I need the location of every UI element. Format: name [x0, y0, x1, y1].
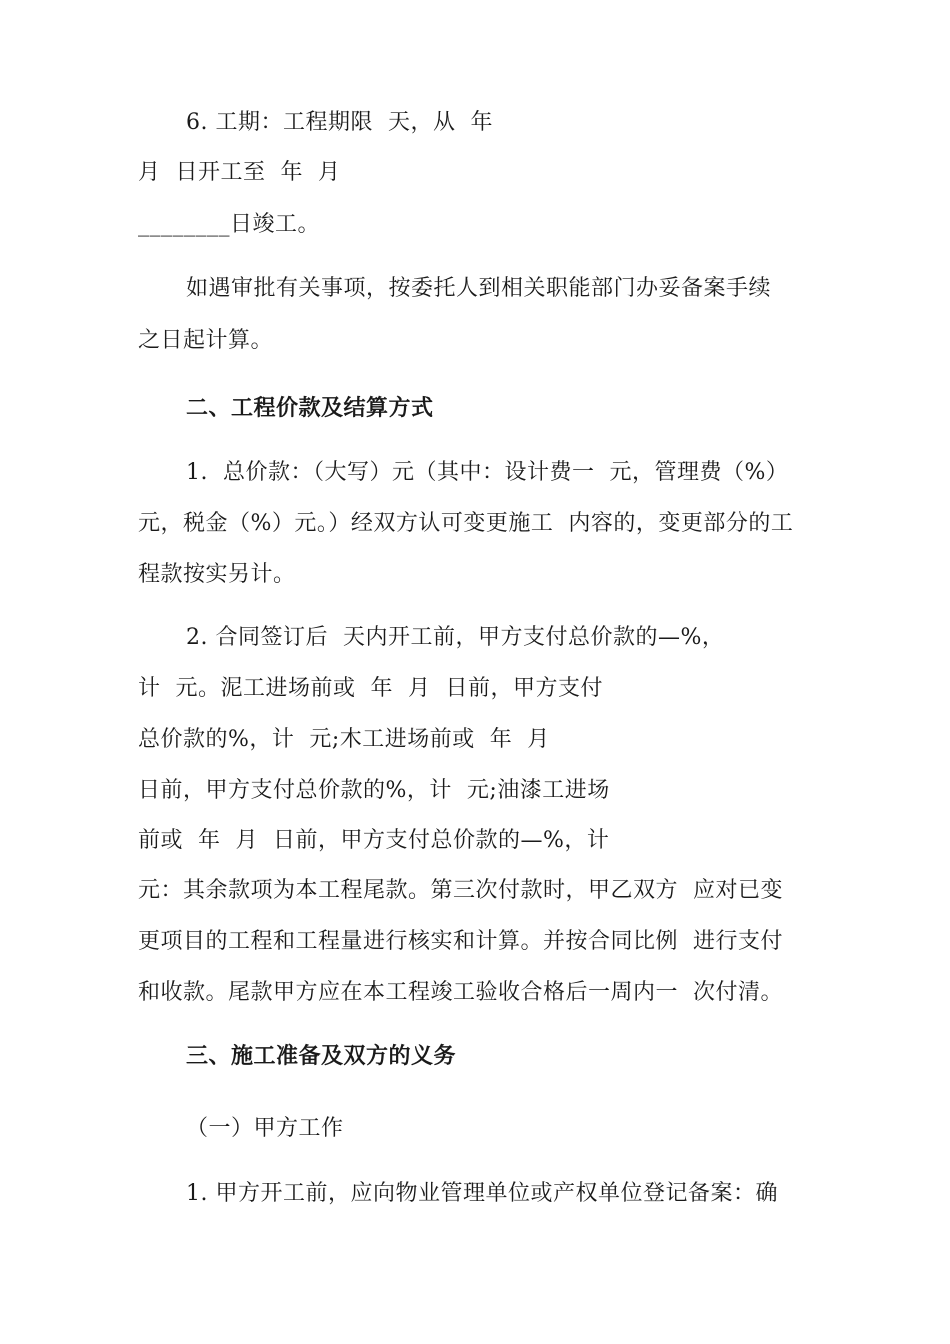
clause-6-line-3: ________日竣工。: [138, 212, 321, 237]
clause-2-line-3: 总价款的%，计 元;木工进场前或 年 月: [138, 727, 550, 752]
clause-2-line-6: 元：其余款项为本工程尾款。第三次付款时，甲乙双方 应对已变: [138, 878, 783, 903]
clause-1-line-1: 1. 总价款：（大写）元（其中：设计费一 元，管理费（%）: [186, 460, 789, 485]
clause-2-line-4: 日前，甲方支付总价款的%，计 元;油漆工进场: [138, 778, 610, 803]
clause-6-line-2: 月 日开工至 年 月: [138, 160, 341, 185]
clause-2-line-7: 更项目的工程和工程量进行核实和计算。并按合同比例 进行支付: [138, 929, 783, 954]
clause-2-line-1: 2. 合同签订后 天内开工前，甲方支付总价款的—%，: [186, 625, 725, 650]
clause-6-line-1: 6. 工期：工程期限 天，从 年: [186, 110, 493, 135]
clause-1-line-3: 程款按实另计。: [138, 562, 296, 587]
section-heading-3: 三、施工准备及双方的义务: [186, 1043, 457, 1069]
approval-note-line-1: 如遇审批有关事项，按委托人到相关职能部门办妥备案手续: [186, 276, 772, 301]
approval-note-line-2: 之日起计算。: [138, 328, 274, 353]
party-a-clause-1: 1. 甲方开工前，应向物业管理单位或产权单位登记备案：确: [186, 1181, 778, 1206]
clause-2-line-5: 前或 年 月 日前，甲方支付总价款的—%，计: [138, 828, 610, 853]
section-heading-2: 二、工程价款及结算方式: [186, 395, 434, 421]
subsection-heading: （一）甲方工作: [186, 1116, 344, 1141]
clause-2-line-8: 和收款。尾款甲方应在本工程竣工验收合格后一周内一 次付清。: [138, 980, 783, 1005]
clause-1-line-2: 元，税金（%）元。）经双方认可变更施工 内容的，变更部分的工: [138, 511, 794, 536]
clause-2-line-2: 计 元。泥工进场前或 年 月 日前，甲方支付: [138, 676, 603, 701]
